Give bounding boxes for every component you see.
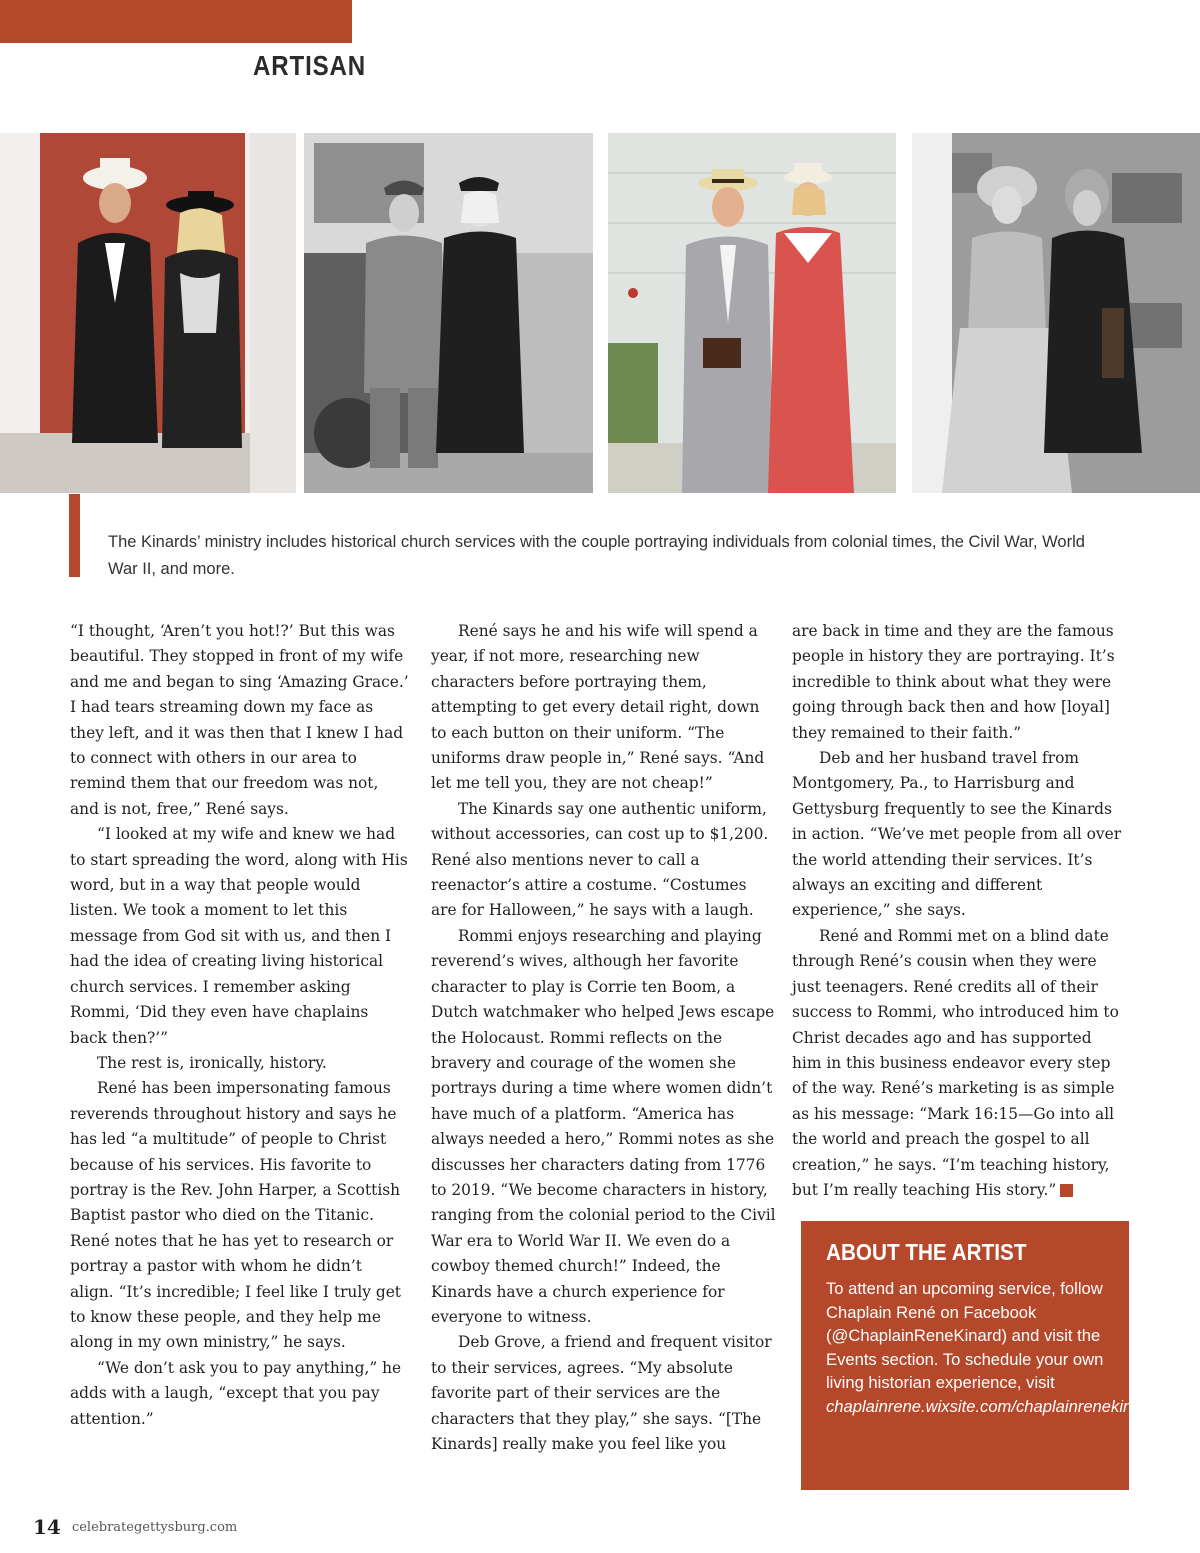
photo-strip bbox=[0, 133, 1200, 493]
paragraph: René says he and his wife will spend a year, if not more, researching new characters before portraying them, attempting to get every detail right, down to each button on their uniform. “The uniforms draw people in,” René says. “And let me tell you, they are not cheap!” bbox=[431, 622, 765, 793]
paragraph: are back in time and they are the famous people in history they are portraying. It’s incredible to think about what they were going through back then and how [loyal] they remained to their faith.” bbox=[792, 622, 1115, 742]
article-column-3 bbox=[792, 619, 1122, 1203]
page-number: 14 bbox=[33, 1515, 61, 1539]
paragraph: René has been impersonating famous reverends throughout history and says he has led “a multitude” of people to Christ because of his services. His favorite to portray is the Rev. John Harper, a Scottish Baptist pastor who died on the Titanic. René notes that he has yet to research or portray a pastor with whom he didn’t align. “It’s incredible; I feel like I truly get to know these people, and they help me along in my own ministry,” he says. bbox=[70, 1079, 401, 1352]
about-the-artist-box bbox=[801, 1221, 1161, 1490]
paragraph: Rommi enjoys researching and playing reverend’s wives, although her favorite character to play is Corrie ten Boom, a Dutch watchmaker who helped Jews escape the Holocaust. Rommi reflects on the bravery and courage of the women she portrays during a time where women didn’t have much of a platform. “America has always needed a hero,” Rommi notes as she discusses her characters dating from 1776 to 2019. “We become characters in history, ranging from the colonial period to the Civil War era to World War II. We even do a cowboy themed church!” Indeed, the Kinards have a church experience for everyone to witness. bbox=[431, 926, 776, 1326]
end-mark-icon: G bbox=[1060, 1184, 1073, 1197]
about-title: ABOUT THE ARTIST bbox=[826, 1239, 1027, 1265]
about-end: . bbox=[1156, 1396, 1161, 1416]
paragraph: “We don’t ask you to pay anything,” he adds with a laugh, “except that you pay attention.” bbox=[70, 1358, 402, 1428]
caption-accent-bar bbox=[69, 494, 80, 577]
website-link[interactable]: chaplainrene.wixsite.com/chaplainrenekinard bbox=[826, 1396, 1157, 1416]
top-accent-bar bbox=[0, 0, 352, 43]
couple-1940s-attire-photo bbox=[608, 133, 896, 493]
article-column-2 bbox=[431, 619, 776, 1457]
paragraph: The Kinards say one authentic uniform, without accessories, can cost up to $1,200. René also mentions never to call a reenactor’s attire a costume. “Costumes are for Halloween,” he says with a laugh. bbox=[431, 799, 769, 920]
article-column-1 bbox=[70, 619, 410, 1432]
couple-colonial-attire-photo bbox=[912, 133, 1200, 493]
footer-website[interactable]: celebrategettysburg.com bbox=[71, 1519, 238, 1535]
about-text bbox=[826, 1277, 1161, 1418]
paragraph: Deb and her husband travel from Montgomery, Pa., to Harrisburg and Gettysburg frequently to see the Kinards in action. “We’ve met people from all over the world attending their services. It’s always an exciting and different experience,” she says. bbox=[792, 749, 1122, 920]
photo-caption: The Kinards’ ministry includes historical church services with the couple portraying individuals from colonial times, the Civil War, World War II, and more. bbox=[108, 533, 1085, 578]
couple-ww2-uniforms-photo bbox=[304, 133, 593, 493]
paragraph: René and Rommi met on a blind date through René’s cousin when they were just teenagers. René credits all of their success to Rommi, who introduced him to Christ decades ago and has supported him in this business endeavor every step of the way. René’s marketing is as simple as his message: “Mark 16:15—Go into all the world and preach the gospel to all creation,” he says. “I’m teaching history, but I’m really teaching His story.” G bbox=[792, 926, 1119, 1199]
paragraph: The rest is, ironically, history. bbox=[97, 1053, 327, 1072]
section-label: ARTISAN bbox=[253, 50, 367, 81]
paragraph: Deb Grove, a friend and frequent visitor to their services, agrees. “My absolute favorite part of their services are the characters that they play,” she says. “[The Kinards] really make you feel like you bbox=[431, 1333, 772, 1453]
paragraph: “I thought, ‘Aren’t you hot!?’ But this was beautiful. They stopped in front of my wife and me and began to sing ‘Amazing Grace.’ I had tears streaming down my face as they left, and it was then that I knew I had to connect with others in our area to remind them that our freedom was not, and is not, free,” René says. bbox=[70, 622, 409, 818]
paragraph: “I looked at my wife and knew we had to start spreading the word, along with His word, but in a way that people would listen. We took a moment to let this message from God sit with us, and then I had the idea of creating living historical church services. I remember asking Rommi, ‘Did they even have chaplains back then?’” bbox=[70, 825, 408, 1047]
couple-western-attire-photo bbox=[0, 133, 296, 493]
about-body: To attend an upcoming service, follow Chaplain René on Facebook (@ChaplainReneKinard) and visit the Events section. To schedule your own living historian experience, visit bbox=[826, 1279, 1104, 1392]
page-footer bbox=[33, 1515, 237, 1539]
